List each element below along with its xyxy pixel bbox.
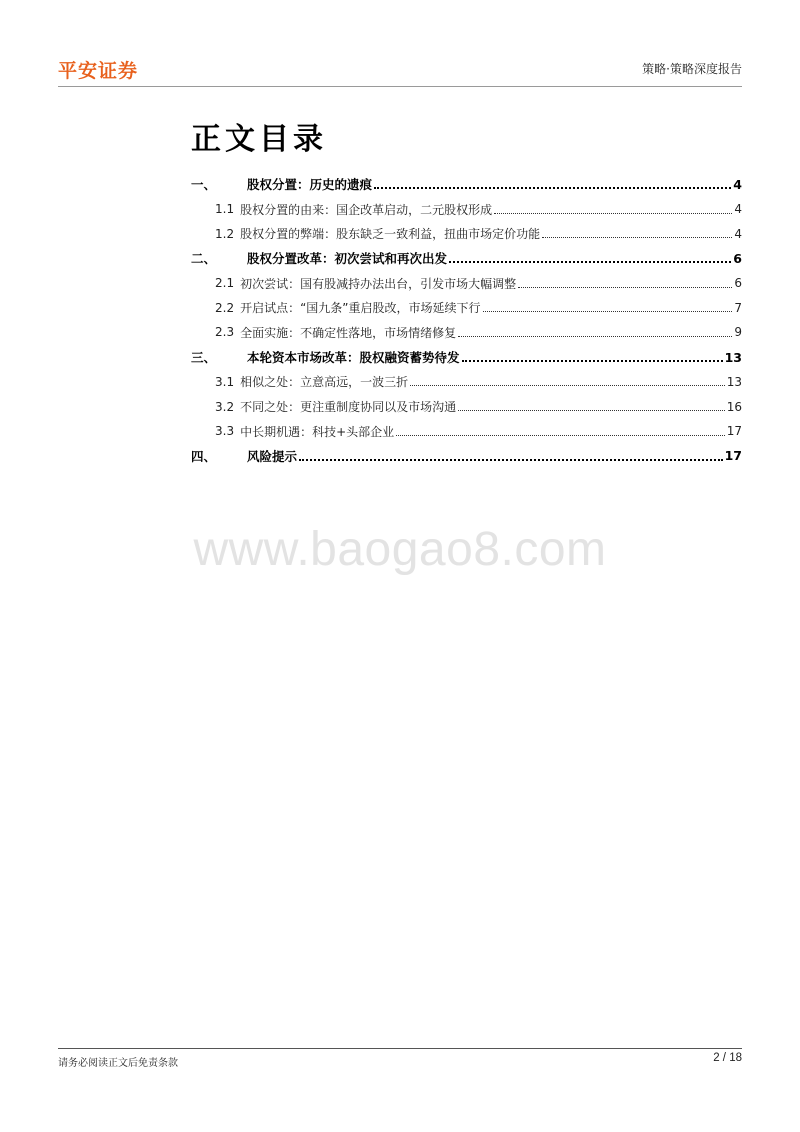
footer-divider (58, 1048, 742, 1049)
toc-entry-number: 三、 (191, 350, 217, 366)
toc-entry[interactable] (191, 172, 742, 197)
toc-entry-page: 13 (724, 349, 742, 365)
toc-entry-number: 1.1 (215, 202, 235, 217)
toc-entry-number: 3.2 (215, 399, 235, 414)
toc-entry-page: 6 (733, 250, 742, 266)
toc-entry-page: 4 (734, 202, 742, 217)
company-logo: 平安证券 (58, 60, 139, 82)
toc-entry-title: 中长期机遇：科技+头部企业 (240, 424, 395, 439)
watermark: www.baogao8.com (193, 523, 607, 576)
dot-leader (396, 435, 725, 436)
dot-leader (299, 459, 723, 461)
toc-entry-page: 4 (733, 176, 742, 192)
footer-disclaimer: 请务必阅读正文后免责条款 (58, 1058, 178, 1069)
toc-entry[interactable] (191, 444, 742, 469)
toc-title: 正文目录 (191, 122, 327, 157)
toc-entry-number: 二、 (191, 251, 217, 267)
dot-leader (374, 187, 731, 189)
toc-entry[interactable] (191, 271, 742, 296)
toc-entry-title: 股权分置的由来：国企改革启动，二元股权形成 (240, 202, 493, 217)
toc-entry-page: 4 (734, 226, 742, 241)
toc-entry-title: 股权分置改革：初次尝试和再次出发 (247, 251, 448, 267)
toc-entry-title: 风险提示 (247, 448, 298, 464)
toc-entry-title: 初次尝试：国有股减持办法出台，引发市场大幅调整 (240, 276, 517, 291)
table-of-contents (191, 172, 742, 468)
toc-entry-title: 本轮资本市场改革：股权融资蓄势待发 (247, 350, 460, 366)
dot-leader (458, 336, 732, 337)
toc-entry-number: 3.3 (215, 424, 235, 439)
toc-entry[interactable] (191, 345, 742, 370)
dot-leader (458, 410, 725, 411)
toc-entry-page: 17 (724, 448, 742, 464)
report-type-label: 策略·策略深度报告 (642, 62, 742, 76)
dot-leader (518, 287, 732, 288)
toc-entry[interactable] (191, 295, 742, 320)
toc-entry-page: 7 (734, 300, 742, 315)
toc-entry[interactable] (191, 370, 742, 395)
toc-entry-title: 股权分置的弊端：股东缺乏一致利益，扭曲市场定价功能 (240, 227, 541, 242)
dot-leader (462, 360, 723, 362)
dot-leader (449, 261, 731, 263)
page-number: 2 / 18 (713, 1052, 742, 1064)
toc-entry-number: 1.2 (215, 226, 235, 241)
dot-leader (483, 311, 733, 312)
dot-leader (542, 237, 732, 238)
toc-entry-page: 9 (734, 325, 742, 340)
toc-entry-number: 2.1 (215, 276, 235, 291)
toc-entry-number: 一、 (191, 177, 217, 193)
toc-entry[interactable] (191, 221, 742, 246)
toc-entry-title: 相似之处：立意高远，一波三折 (240, 375, 409, 390)
toc-entry-title: 开启试点：“国九条”重启股改，市场延续下行 (240, 301, 481, 316)
toc-entry-title: 股权分置：历史的遗痕 (247, 177, 373, 193)
toc-entry[interactable] (191, 197, 742, 222)
header-divider (58, 86, 742, 87)
toc-entry-title: 全面实施：不确定性落地，市场情绪修复 (240, 325, 457, 340)
toc-entry-number: 2.2 (215, 300, 235, 315)
toc-entry-page: 17 (726, 424, 742, 439)
toc-entry[interactable] (191, 320, 742, 345)
toc-entry-page: 6 (734, 276, 742, 291)
toc-entry-number: 2.3 (215, 325, 235, 340)
toc-entry[interactable] (191, 419, 742, 444)
dot-leader (410, 385, 725, 386)
toc-entry-number: 四、 (191, 448, 217, 464)
toc-entry[interactable] (191, 394, 742, 419)
dot-leader (494, 213, 732, 214)
toc-entry-number: 3.1 (215, 374, 235, 389)
toc-entry-title: 不同之处：更注重制度协同以及市场沟通 (240, 400, 457, 415)
toc-entry-page: 13 (726, 374, 742, 389)
toc-entry[interactable] (191, 246, 742, 271)
toc-entry-page: 16 (726, 399, 742, 414)
